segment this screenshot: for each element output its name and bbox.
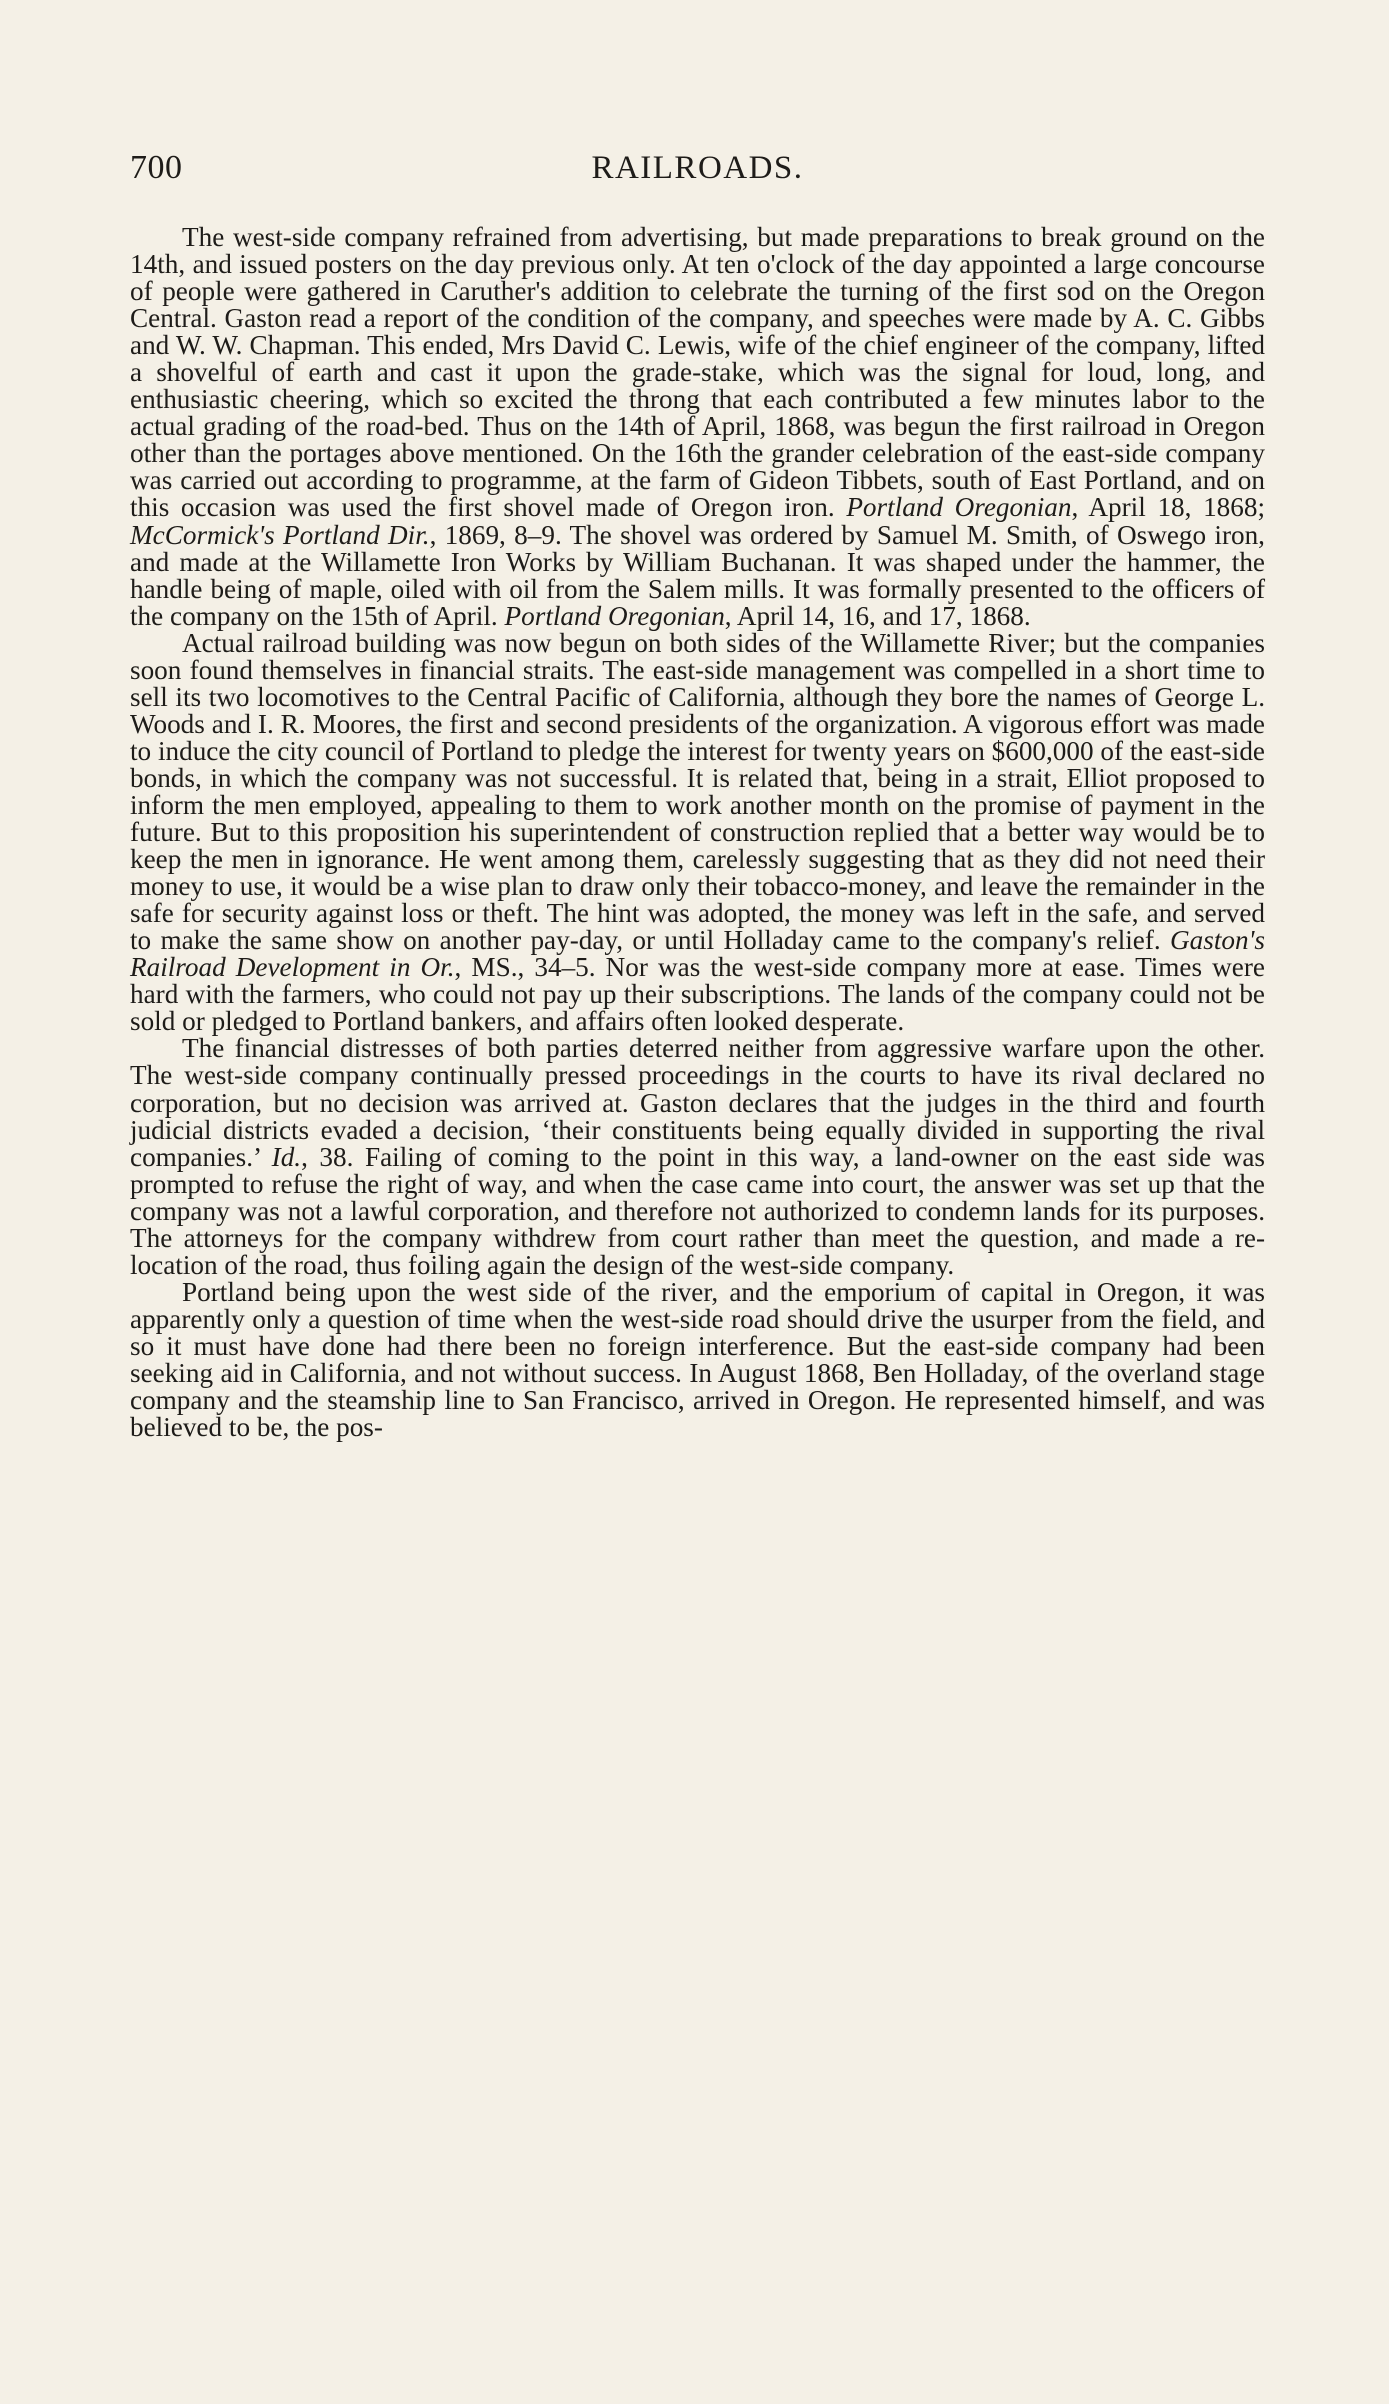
- italic-citation: Id.: [271, 1141, 302, 1172]
- running-head: RAILROADS.: [591, 150, 804, 186]
- page-header: [130, 146, 1265, 190]
- text-run: , April 18, 1868;: [1071, 492, 1266, 523]
- text-run: The financial distresses of both parties deterred neither from aggressive warfare upon the other. The west-side company continually pressed proceedings in the courts to have its rival declared no corporation, but no decision was arrived at. Gaston declares that the judges in the third and fourth judicial districts evaded a decision, ‘their constituents being equally divided in supporting the rival companies.’: [130, 1033, 1265, 1172]
- italic-citation: Portland Oregonian: [504, 600, 725, 631]
- paragraph: [130, 627, 1265, 1037]
- body-text: [130, 224, 1265, 1441]
- italic-citation: Portland Oregonian: [846, 492, 1072, 523]
- text-run: , 1869, 8–9. The shovel was ordered by Samuel M. Smith, of Oswego iron, and made at the Willamette Iron Works by William Buchanan. It was shaped under the hammer, the handle being of maple, oiled with oil from the Salem mills. It was formally presented to the officers of the company on the 15th of April.: [130, 519, 1265, 631]
- text-run: , April 14, 16, and 17, 1868.: [724, 600, 1031, 631]
- paragraph: [130, 1276, 1265, 1443]
- page-number: 700: [130, 149, 183, 186]
- text-run: Actual railroad building was now begun on both sides of the Willamette River; but the companies soon found themselves in financial straits. The east-side management was compelled in a short time to sell its two locomotives to the Central Pacific of California, although they bore the names of George L. Woods and I. R. Moores, the first and second presidents of the organization. A vigorous effort was made to induce the city council of Portland to pledge the interest for twenty years on $600,000 of the east-side bonds, in which the company was not successful. It is related that, being in a strait, Elliot proposed to inform the men employed, appealing to them to work another month on the promise of payment in the future. But to this proposition his superintendent of construction replied that a better way would be to keep the men in ignorance. He went among them, carelessly suggesting that as they did not need their money to use, it would be a wise plan to draw only their tobacco-money, and leave the remainder in the safe for security against loss or theft. The hint was adopted, the money was left in the safe, and served to make the same show on another pay-day, or until Holladay came to the company's relief.: [130, 627, 1265, 956]
- paragraph: [130, 1035, 1265, 1278]
- italic-citation: Gaston's Railroad Development in Or.: [130, 925, 1265, 983]
- text-run: , MS., 34–5. Nor was the west-side company more at ease. Times were hard with the farmers, who could not pay up their subscriptions. The lands of the company could not be sold or pledged to Portland bankers, and affairs often looked desperate.: [130, 952, 1265, 1037]
- text-run: Portland being upon the west side of the river, and the emporium of capital in Oregon, it was apparently only a question of time when the west-side road should drive the usurper from the field, and so it must have done had there been no foreign interference. But the east-side company had been seeking aid in California, and not without success. In August 1868, Ben Holladay, of the overland stage company and the steamship line to San Francisco, arrived in Oregon. He represented himself, and was believed to be, the pos-: [130, 1276, 1265, 1443]
- italic-citation: McCormick's Portland Dir.: [130, 519, 430, 550]
- text-run: , 38. Failing of coming to the point in this way, a land-owner on the east side was prompted to refuse the right of way, and when the case came into court, the answer was set up that the company was not a lawful corporation, and therefore not authorized to condemn lands for its purposes. The attorneys for the company withdrew from court rather than meet the question, and made a re-location of the road, thus foiling again the design of the west-side company.: [130, 1141, 1265, 1280]
- text-run: The west-side company refrained from advertising, but made preparations to break ground on the 14th, and issued posters on the day previous only. At ten o'clock of the day appointed a large concourse of people were gathered in Caruther's addition to celebrate the turning of the first sod on the Oregon Central. Gaston read a report of the condition of the company, and speeches were made by A. C. Gibbs and W. W. Chapman. This ended, Mrs David C. Lewis, wife of the chief engineer of the company, lifted a shovelful of earth and cast it upon the grade-stake, which was the signal for loud, long, and enthusiastic cheering, which so excited the throng that each contributed a few minutes labor to the actual grading of the road-bed. Thus on the 14th of April, 1868, was begun the first railroad in Oregon other than the portages above mentioned. On the 16th the grander celebration of the east-side company was carried out according to programme, at the farm of Gideon Tibbets, south of East Portland, and on this occasion was used the first shovel made of Oregon iron.: [130, 222, 1265, 523]
- paragraph: [130, 224, 1265, 630]
